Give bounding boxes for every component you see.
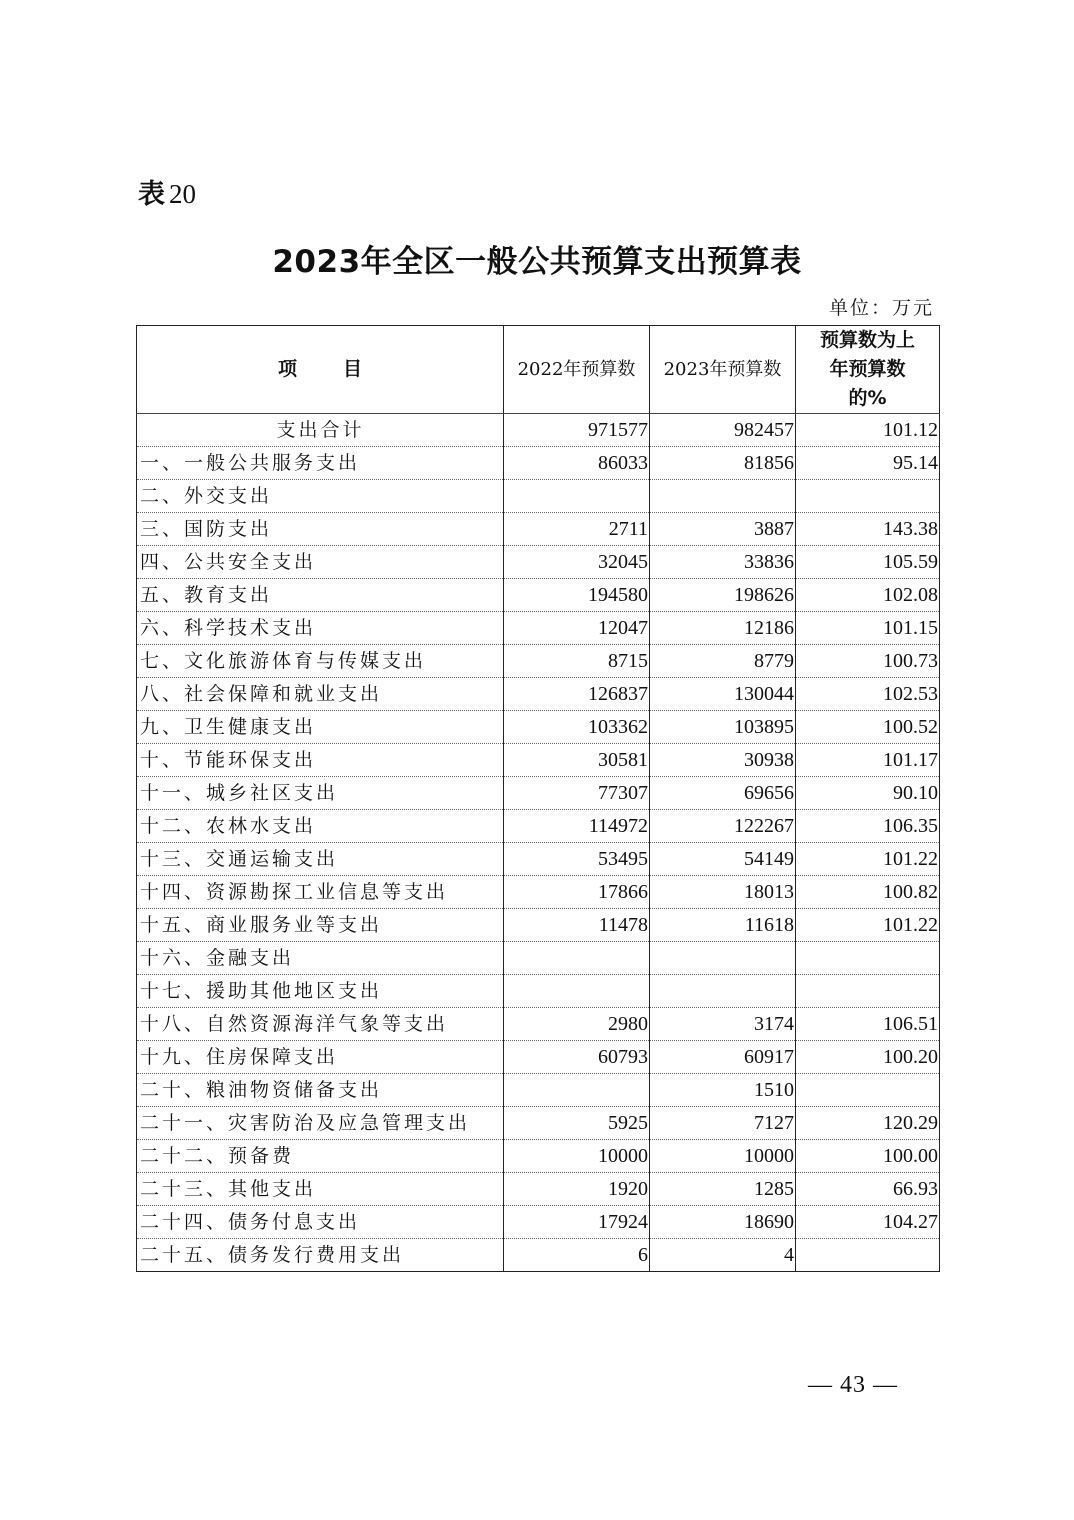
budget-2022-cell: 126837 bbox=[504, 678, 650, 711]
percent-cell: 120.29 bbox=[796, 1107, 940, 1140]
table-row bbox=[137, 1041, 940, 1074]
table-row bbox=[137, 480, 940, 513]
budget-2022-cell bbox=[504, 480, 650, 513]
percent-cell: 100.82 bbox=[796, 876, 940, 909]
budget-2023-cell: 3174 bbox=[650, 1008, 796, 1041]
header-2023-budget: 2023年预算数 bbox=[650, 326, 796, 414]
percent-cell bbox=[796, 942, 940, 975]
budget-2022-cell: 2980 bbox=[504, 1008, 650, 1041]
budget-2023-cell: 122267 bbox=[650, 810, 796, 843]
budget-2023-cell: 69656 bbox=[650, 777, 796, 810]
budget-2023-cell: 30938 bbox=[650, 744, 796, 777]
item-name-cell: 一、一般公共服务支出 bbox=[137, 447, 504, 480]
item-name-cell: 十六、金融支出 bbox=[137, 942, 504, 975]
table-number-label bbox=[138, 178, 196, 211]
item-name-cell: 三、国防支出 bbox=[137, 513, 504, 546]
table-row bbox=[137, 909, 940, 942]
item-name-cell: 十三、交通运输支出 bbox=[137, 843, 504, 876]
budget-2022-cell: 971577 bbox=[504, 414, 650, 447]
budget-2022-cell: 86033 bbox=[504, 447, 650, 480]
budget-2023-cell: 8779 bbox=[650, 645, 796, 678]
page-title: 2023年全区一般公共预算支出预算表 bbox=[272, 244, 802, 280]
budget-2023-cell: 12186 bbox=[650, 612, 796, 645]
item-name-cell: 二十、粮油物资储备支出 bbox=[137, 1074, 504, 1107]
percent-cell bbox=[796, 1074, 940, 1107]
percent-cell: 101.22 bbox=[796, 843, 940, 876]
item-name-cell: 二十四、债务付息支出 bbox=[137, 1206, 504, 1239]
item-name-cell: 十五、商业服务业等支出 bbox=[137, 909, 504, 942]
table-row bbox=[137, 579, 940, 612]
budget-2023-cell: 10000 bbox=[650, 1140, 796, 1173]
budget-2022-cell bbox=[504, 942, 650, 975]
budget-2022-cell: 12047 bbox=[504, 612, 650, 645]
table-row bbox=[137, 612, 940, 645]
table-body bbox=[137, 414, 940, 1272]
budget-2022-cell: 194580 bbox=[504, 579, 650, 612]
item-name-cell: 二十三、其他支出 bbox=[137, 1173, 504, 1206]
table-row bbox=[137, 513, 940, 546]
budget-2023-cell: 18013 bbox=[650, 876, 796, 909]
budget-2023-cell: 982457 bbox=[650, 414, 796, 447]
item-name-cell: 支出合计 bbox=[137, 414, 504, 447]
percent-cell: 100.00 bbox=[796, 1140, 940, 1173]
percent-cell: 102.08 bbox=[796, 579, 940, 612]
budget-2023-cell: 11618 bbox=[650, 909, 796, 942]
item-name-cell: 十一、城乡社区支出 bbox=[137, 777, 504, 810]
percent-cell: 101.17 bbox=[796, 744, 940, 777]
item-name-cell: 十二、农林水支出 bbox=[137, 810, 504, 843]
budget-2022-cell: 6 bbox=[504, 1239, 650, 1272]
percent-cell: 66.93 bbox=[796, 1173, 940, 1206]
percent-cell: 102.53 bbox=[796, 678, 940, 711]
table-row bbox=[137, 645, 940, 678]
percent-cell: 104.27 bbox=[796, 1206, 940, 1239]
percent-cell: 101.12 bbox=[796, 414, 940, 447]
budget-2022-cell: 1920 bbox=[504, 1173, 650, 1206]
budget-2022-cell: 17924 bbox=[504, 1206, 650, 1239]
budget-2023-cell: 1510 bbox=[650, 1074, 796, 1107]
percent-cell: 106.35 bbox=[796, 810, 940, 843]
header-item-part-1: 项 bbox=[277, 358, 297, 380]
table-label: 表 bbox=[138, 179, 165, 210]
budget-2022-cell: 17866 bbox=[504, 876, 650, 909]
budget-2023-cell: 198626 bbox=[650, 579, 796, 612]
item-name-cell: 九、卫生健康支出 bbox=[137, 711, 504, 744]
table-row-total bbox=[137, 414, 940, 447]
budget-2023-cell: 81856 bbox=[650, 447, 796, 480]
budget-2023-cell: 103895 bbox=[650, 711, 796, 744]
budget-2022-cell: 114972 bbox=[504, 810, 650, 843]
table-row bbox=[137, 711, 940, 744]
table-header bbox=[137, 326, 940, 414]
table-row bbox=[137, 1074, 940, 1107]
header-percent-of-previous: 预算数为上年预算数的% bbox=[796, 326, 940, 414]
item-name-cell: 二十五、债务发行费用支出 bbox=[137, 1239, 504, 1272]
budget-2022-cell bbox=[504, 1074, 650, 1107]
item-name-cell: 十九、住房保障支出 bbox=[137, 1041, 504, 1074]
percent-cell bbox=[796, 975, 940, 1008]
table-row bbox=[137, 1173, 940, 1206]
percent-cell: 101.15 bbox=[796, 612, 940, 645]
table-row bbox=[137, 1008, 940, 1041]
budget-2022-cell: 53495 bbox=[504, 843, 650, 876]
item-name-cell: 十四、资源勘探工业信息等支出 bbox=[137, 876, 504, 909]
budget-2023-cell: 54149 bbox=[650, 843, 796, 876]
budget-2022-cell: 8715 bbox=[504, 645, 650, 678]
item-name-cell: 十、节能环保支出 bbox=[137, 744, 504, 777]
table-row bbox=[137, 678, 940, 711]
table-row bbox=[137, 1107, 940, 1140]
budget-2022-cell: 32045 bbox=[504, 546, 650, 579]
percent-cell: 100.73 bbox=[796, 645, 940, 678]
table-row bbox=[137, 777, 940, 810]
budget-2022-cell: 5925 bbox=[504, 1107, 650, 1140]
budget-2023-cell: 33836 bbox=[650, 546, 796, 579]
budget-2023-cell: 130044 bbox=[650, 678, 796, 711]
budget-2022-cell: 10000 bbox=[504, 1140, 650, 1173]
budget-2022-cell: 11478 bbox=[504, 909, 650, 942]
table-row bbox=[137, 744, 940, 777]
item-name-cell: 十七、援助其他地区支出 bbox=[137, 975, 504, 1008]
budget-2023-cell: 60917 bbox=[650, 1041, 796, 1074]
header-item-part-2: 目 bbox=[343, 358, 363, 380]
item-name-cell: 四、公共安全支出 bbox=[137, 546, 504, 579]
percent-cell: 101.22 bbox=[796, 909, 940, 942]
percent-cell: 95.14 bbox=[796, 447, 940, 480]
table-row bbox=[137, 1140, 940, 1173]
table-row bbox=[137, 1239, 940, 1272]
item-name-cell: 八、社会保障和就业支出 bbox=[137, 678, 504, 711]
item-name-cell: 十八、自然资源海洋气象等支出 bbox=[137, 1008, 504, 1041]
header-row bbox=[137, 326, 940, 414]
budget-table bbox=[136, 325, 940, 1272]
table-row bbox=[137, 942, 940, 975]
unit-label: 单位：万元 bbox=[828, 297, 934, 319]
header-2022-budget: 2022年预算数 bbox=[504, 326, 650, 414]
table-number: 20 bbox=[169, 179, 196, 209]
item-name-cell: 二、外交支出 bbox=[137, 480, 504, 513]
percent-cell: 100.52 bbox=[796, 711, 940, 744]
table-row bbox=[137, 1206, 940, 1239]
table-row bbox=[137, 546, 940, 579]
percent-cell: 90.10 bbox=[796, 777, 940, 810]
budget-2023-cell: 4 bbox=[650, 1239, 796, 1272]
table-row bbox=[137, 810, 940, 843]
budget-2022-cell: 103362 bbox=[504, 711, 650, 744]
table-row bbox=[137, 843, 940, 876]
table-row bbox=[137, 447, 940, 480]
header-item bbox=[137, 326, 504, 414]
budget-2022-cell: 77307 bbox=[504, 777, 650, 810]
budget-2023-cell bbox=[650, 480, 796, 513]
budget-2023-cell: 3887 bbox=[650, 513, 796, 546]
budget-2023-cell bbox=[650, 975, 796, 1008]
table-row bbox=[137, 876, 940, 909]
budget-2023-cell: 7127 bbox=[650, 1107, 796, 1140]
item-name-cell: 二十一、灾害防治及应急管理支出 bbox=[137, 1107, 504, 1140]
percent-cell: 100.20 bbox=[796, 1041, 940, 1074]
budget-2022-cell: 2711 bbox=[504, 513, 650, 546]
page-number: — 43 — bbox=[808, 1372, 898, 1398]
item-name-cell: 七、文化旅游体育与传媒支出 bbox=[137, 645, 504, 678]
budget-2022-cell: 60793 bbox=[504, 1041, 650, 1074]
item-name-cell: 六、科学技术支出 bbox=[137, 612, 504, 645]
budget-2022-cell: 30581 bbox=[504, 744, 650, 777]
table-row bbox=[137, 975, 940, 1008]
item-name-cell: 二十二、预备费 bbox=[137, 1140, 504, 1173]
percent-cell: 143.38 bbox=[796, 513, 940, 546]
budget-2023-cell: 1285 bbox=[650, 1173, 796, 1206]
percent-cell bbox=[796, 480, 940, 513]
percent-cell bbox=[796, 1239, 940, 1272]
percent-cell: 106.51 bbox=[796, 1008, 940, 1041]
budget-2023-cell: 18690 bbox=[650, 1206, 796, 1239]
item-name-cell: 五、教育支出 bbox=[137, 579, 504, 612]
budget-2022-cell bbox=[504, 975, 650, 1008]
percent-cell: 105.59 bbox=[796, 546, 940, 579]
budget-2023-cell bbox=[650, 942, 796, 975]
